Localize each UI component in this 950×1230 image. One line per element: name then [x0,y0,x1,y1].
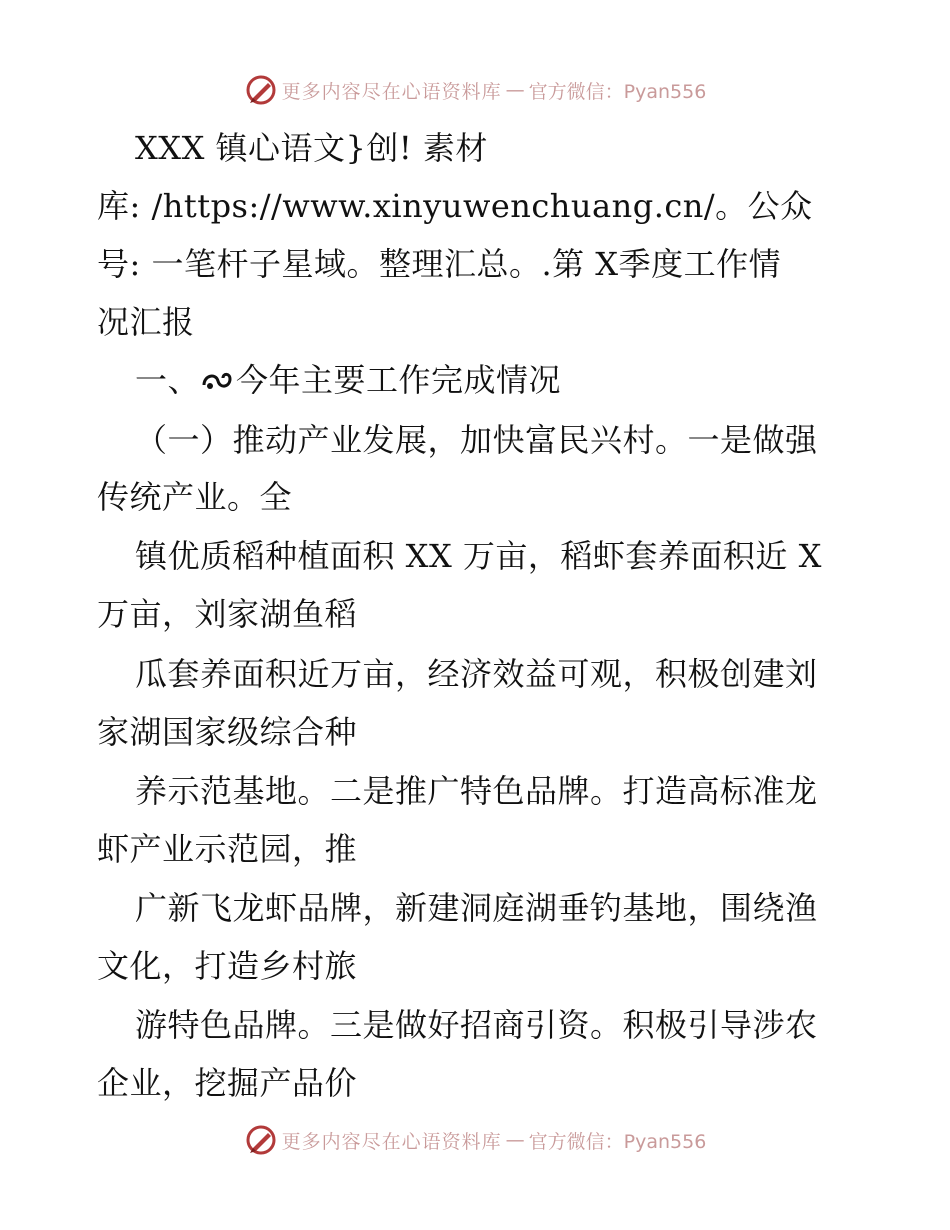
banner-slogan: 更多内容尽在心语资料库 [281,1130,502,1153]
heading-text: 今年主要工作完成情况 [236,361,562,399]
text-line: 镇优质稻种植面积 XX 万亩，稻虾套养面积近 X [135,537,822,575]
text-line: 瓜套养面积近万亩，经济效益可观，积极创建刘 [135,655,818,693]
text-line: 企业，挖掘产品价 [97,1064,358,1102]
swirl-ornament-icon [201,367,235,395]
text-line: 况汇报 [97,303,195,341]
text-line: 号: 一笔杆子星域。整理汇总。.第 X季度工作情 [97,245,782,283]
text-line: 家湖国家级综合种 [97,713,358,751]
banner-contact: 官方微信：Pyan556 [528,1130,707,1153]
text-line: 虾产业示范园，推 [97,830,358,868]
banner-contact: 官方微信：Pyan556 [528,80,707,103]
text-line: 广新飞龙虾品牌，新建洞庭湖垂钓基地，围绕渔 [135,889,818,927]
banner-slogan: 更多内容尽在心语资料库 [281,80,502,103]
banner-separator: — [505,79,525,101]
text-line: 库: /https://www.xinyuwenchuang.cn/。公众 [97,187,813,225]
pen-logo-icon [244,1123,278,1157]
text-line: （一）推动产业发展，加快富民兴村。一是做强 [135,421,818,459]
header-banner [0,70,950,110]
text-line: 文化，打造乡村旅 [97,947,358,985]
text-line: 养示范基地。二是推广特色品牌。打造高标准龙 [135,772,818,810]
footer-banner [0,1120,950,1160]
banner-separator: — [505,1129,525,1151]
text-line: 万亩，刘家湖鱼稻 [97,595,358,633]
text-line: 游特色品牌。三是做好招商引资。积极引导涉农 [135,1006,818,1044]
text-line: XXX 镇心语文}创! 素材 [135,129,488,167]
section-heading [135,360,561,400]
text-line: 传统产业。全 [97,478,293,516]
pen-logo-icon [244,73,278,107]
heading-number: 一、 [135,361,201,399]
